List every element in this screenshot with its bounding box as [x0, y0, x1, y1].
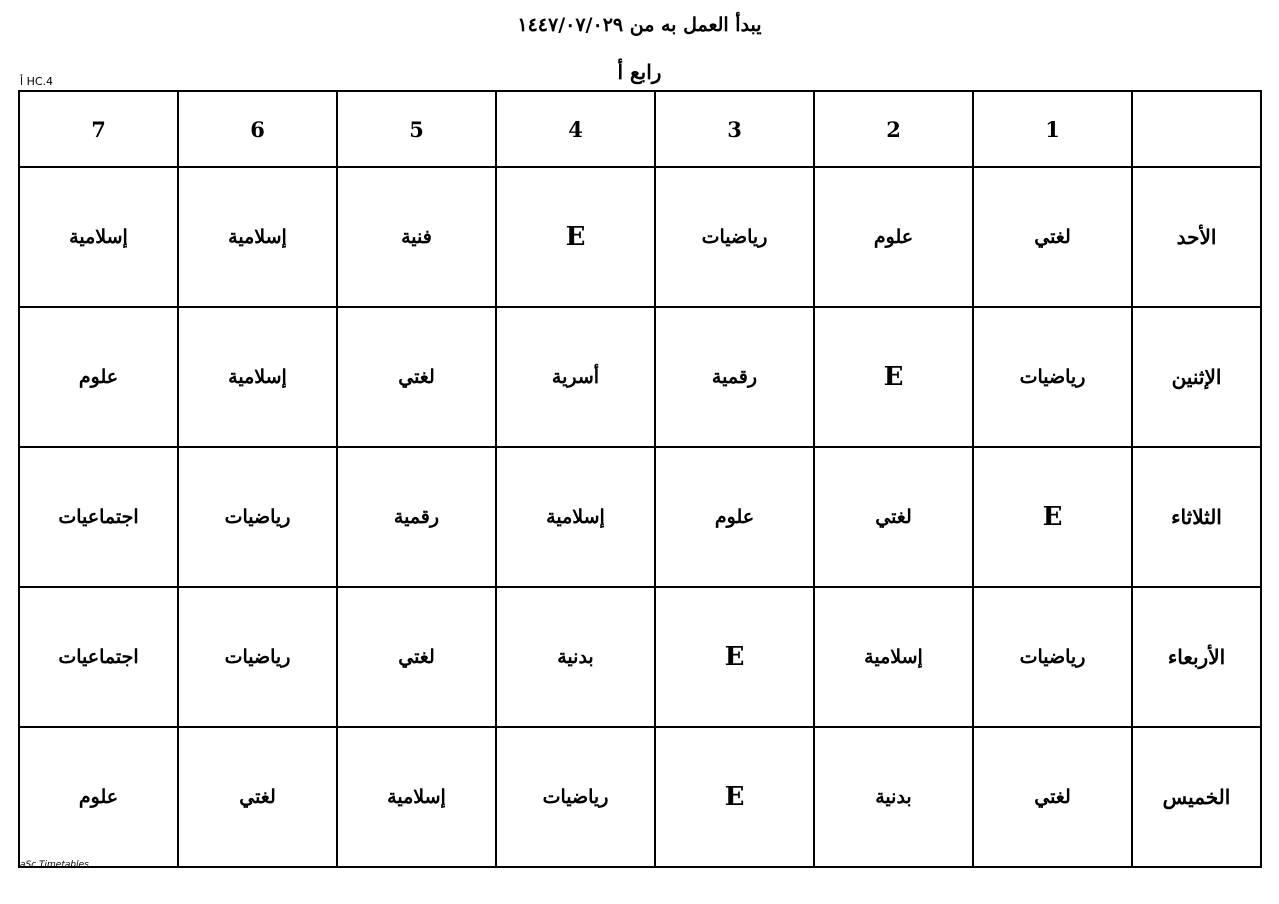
lesson-cell: لغتي: [178, 727, 337, 867]
day-label: الخميس: [1132, 727, 1261, 867]
day-label: الأربعاء: [1132, 587, 1261, 727]
lesson-cell: أسرية: [496, 307, 655, 447]
lesson-cell: إسلامية: [337, 727, 496, 867]
corner-cell: [1132, 91, 1261, 167]
lesson-cell: اجتماعيات: [19, 587, 178, 727]
lesson-cell: E: [655, 727, 814, 867]
period-header: 1: [973, 91, 1132, 167]
lesson-cell: لغتي: [973, 727, 1132, 867]
lesson-cell: لغتي: [814, 447, 973, 587]
period-header: 4: [496, 91, 655, 167]
lesson-cell: لغتي: [337, 587, 496, 727]
day-label: الإثنين: [1132, 307, 1261, 447]
lesson-cell: علوم: [19, 727, 178, 867]
lesson-cell: إسلامية: [496, 447, 655, 587]
lesson-cell: رياضيات: [973, 307, 1132, 447]
lesson-cell: رياضيات: [655, 167, 814, 307]
lesson-cell: E: [814, 307, 973, 447]
day-row: [19, 587, 1261, 727]
lesson-cell: رياضيات: [178, 447, 337, 587]
lesson-cell: رياضيات: [973, 587, 1132, 727]
lesson-cell: رياضيات: [496, 727, 655, 867]
day-row: [19, 447, 1261, 587]
period-header-row: [19, 91, 1261, 167]
lesson-cell: E: [496, 167, 655, 307]
lesson-cell: E: [973, 447, 1132, 587]
generator-credit: aSc Timetables: [20, 860, 89, 870]
lesson-cell: رقمية: [337, 447, 496, 587]
period-header: 6: [178, 91, 337, 167]
lesson-cell: رقمية: [655, 307, 814, 447]
period-header: 2: [814, 91, 973, 167]
lesson-cell: علوم: [19, 307, 178, 447]
lesson-cell: علوم: [814, 167, 973, 307]
period-header: 7: [19, 91, 178, 167]
day-label: الثلاثاء: [1132, 447, 1261, 587]
lesson-cell: إسلامية: [178, 167, 337, 307]
day-row: [19, 307, 1261, 447]
lesson-cell: رياضيات: [178, 587, 337, 727]
lesson-cell: بدنية: [496, 587, 655, 727]
timetable-grid: [18, 90, 1262, 868]
period-header: 5: [337, 91, 496, 167]
lesson-cell: E: [655, 587, 814, 727]
lesson-cell: إسلامية: [19, 167, 178, 307]
day-label: الأحد: [1132, 167, 1261, 307]
lesson-cell: فنية: [337, 167, 496, 307]
period-header: 3: [655, 91, 814, 167]
class-code-label: HC.4 أ: [20, 75, 54, 88]
lesson-cell: لغتي: [973, 167, 1132, 307]
lesson-cell: علوم: [655, 447, 814, 587]
lesson-cell: إسلامية: [178, 307, 337, 447]
lesson-cell: بدنية: [814, 727, 973, 867]
lesson-cell: إسلامية: [814, 587, 973, 727]
lesson-cell: لغتي: [337, 307, 496, 447]
class-name-title: رابع أ: [617, 60, 662, 84]
start-date-line: يبدأ العمل به من ١٤٤٧/٠٧/٠٢٩: [517, 14, 762, 36]
day-row: [19, 167, 1261, 307]
day-row: [19, 727, 1261, 867]
lesson-cell: اجتماعيات: [19, 447, 178, 587]
